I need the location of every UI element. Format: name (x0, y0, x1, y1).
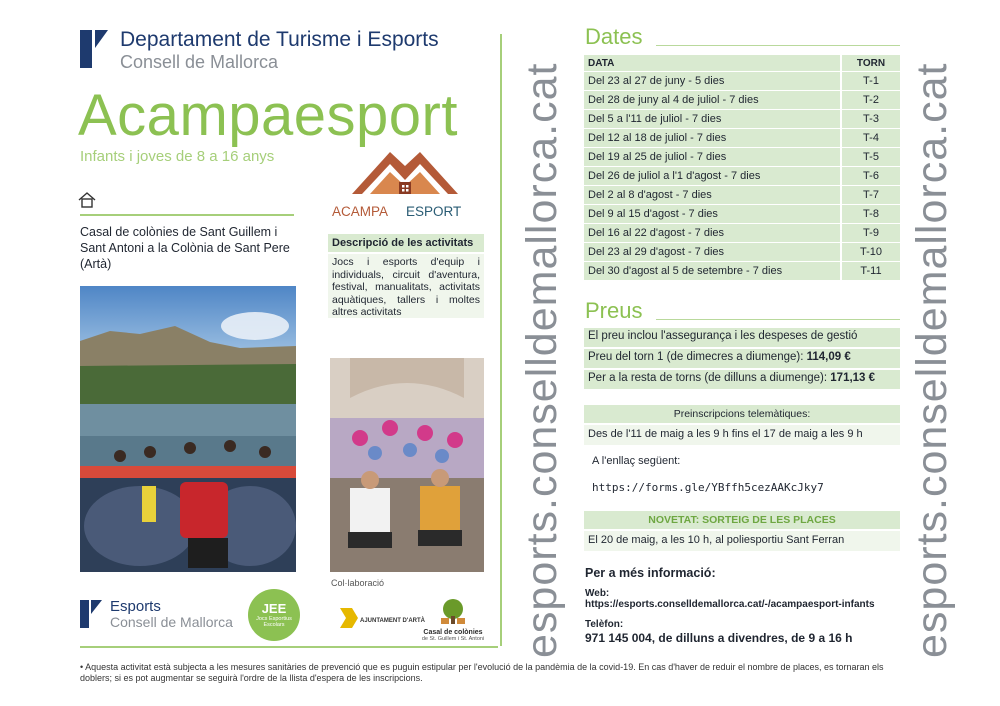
web-link[interactable]: https://esports.conselldemallorca.cat/-/acampaesport-infants (585, 599, 875, 610)
column-divider (500, 34, 502, 646)
esports-name: Esports (110, 598, 161, 615)
dates-header-row (584, 55, 900, 71)
council-name: Consell de Mallorca (120, 52, 279, 72)
casal-logo-label: Casal de colònies (423, 629, 483, 636)
preinscriptions-title: Preinscripcions telemàtiques: (584, 405, 900, 423)
dates-row (584, 91, 900, 109)
dates-cell-data: Del 23 al 27 de juny - 5 dies (584, 72, 840, 90)
dates-cell-torn: T-8 (840, 205, 900, 223)
department-name: Departament de Turisme i Esports (120, 28, 439, 51)
dates-cell-torn: T-2 (840, 91, 900, 109)
jee-logo-caption: Jocs Esportius Escolars (256, 616, 292, 628)
col-header-torn: TORN (840, 55, 900, 71)
prices-heading: Preus (585, 298, 643, 323)
preinscriptions-period: Des de l'11 de maig a les 9 h fins el 17 de maig a les 9 h (584, 425, 900, 445)
price-torn1-value: 114,09 € (806, 351, 851, 363)
dates-cell-data: Del 30 d'agost al 5 de setembre - 7 dies (584, 262, 840, 280)
price-rest (584, 370, 900, 389)
esports-council: Consell de Mallorca (110, 614, 233, 630)
novetat-title: NOVETAT: SORTEIG DE LES PLACES (584, 511, 900, 529)
page-title: Acampaesport (78, 83, 458, 148)
dates-cell-data: Del 26 de juliol a l'1 d'agost - 7 dies (584, 167, 840, 185)
price-rest-value: 171,13 € (830, 372, 876, 384)
dates-row (584, 167, 900, 185)
kayak-photo (80, 286, 296, 572)
tree-icon (433, 598, 473, 624)
dates-row (584, 262, 900, 280)
arta-council-logo (338, 604, 425, 632)
dates-heading: Dates (585, 24, 643, 49)
kids-photo (330, 358, 484, 572)
phone-label: Telèfon: (585, 619, 624, 630)
dates-heading-rule (656, 45, 900, 46)
casal-logo (420, 598, 486, 644)
collaboration-label: Col·laboració (331, 578, 385, 588)
activities-description: Jocs i esports d'equip i individuals, circuit d'aventura, festival, manualitats, activitats aquàtiques, tallers i moltes altres activitats (328, 254, 484, 318)
acampa-logo-left: ACAMPA (332, 204, 389, 219)
vertical-url-left: esports.conselldemallorca.cat (518, 62, 566, 658)
dates-cell-torn: T-1 (840, 72, 900, 90)
dates-cell-data: Del 28 de juny al 4 de juliol - 7 dies (584, 91, 840, 109)
col-header-data: DATA (584, 55, 840, 71)
price-torn1 (584, 349, 900, 368)
dates-table (584, 54, 900, 281)
dates-row (584, 186, 900, 204)
jee-logo-text: JEE (261, 601, 287, 616)
dates-cell-torn: T-10 (840, 243, 900, 261)
home-icon (78, 192, 96, 208)
dates-cell-data: Del 2 al 8 d'agost - 7 dies (584, 186, 840, 204)
dates-row (584, 243, 900, 261)
dates-row (584, 110, 900, 128)
dates-cell-data: Del 23 al 29 d'agost - 7 dies (584, 243, 840, 261)
web-label: Web: (585, 588, 610, 599)
more-info-heading: Per a més informació: (585, 566, 716, 580)
prices-heading-rule (656, 319, 900, 320)
dates-cell-torn: T-7 (840, 186, 900, 204)
venue-divider (80, 214, 294, 216)
dates-cell-torn: T-3 (840, 110, 900, 128)
dates-cell-torn: T-9 (840, 224, 900, 242)
activities-title: Descripció de les activitats (328, 234, 484, 252)
arta-logo-text: AJUNTAMENT D'ARTÀ (360, 618, 425, 624)
casal-logo-sub: de St. Guillem i St. Antoni (421, 636, 485, 642)
jee-logo (248, 589, 300, 641)
dates-cell-torn: T-5 (840, 148, 900, 166)
dates-row (584, 148, 900, 166)
dates-cell-torn: T-6 (840, 167, 900, 185)
acampa-logo-right: ESPORT (406, 204, 462, 219)
dates-cell-data: Del 5 a l'11 de juliol - 7 dies (584, 110, 840, 128)
bottom-divider (80, 646, 498, 648)
page-subtitle: Infants i joves de 8 a 16 anys (80, 148, 275, 165)
dates-cell-data: Del 19 al 25 de juliol - 7 dies (584, 148, 840, 166)
footnote: • Aquesta activitat està subjecta a les mesures sanitàries de prevenció que es puguin estipular per l'evolució de la pandèmia de la covid-19. En cas d'haver de reduir el nombre de places, es tornaran els doblers; si es pot augmentar se seguirà l'ordre de la llista d'espera de les inscripcions. (80, 662, 884, 683)
dates-cell-data: Del 16 al 22 d'agost - 7 dies (584, 224, 840, 242)
dates-cell-torn: T-11 (840, 262, 900, 280)
dates-cell-data: Del 9 al 15 d'agost - 7 dies (584, 205, 840, 223)
acampaesport-logo (330, 144, 480, 222)
price-torn1-label: Preu del torn 1 (de dimecres a diumenge): (588, 351, 804, 363)
price-rest-label: Per a la resta de torns (de dilluns a diumenge): (588, 372, 828, 384)
phone-value: 971 145 004, de dilluns a divendres, de 9 a 16 h (585, 631, 853, 645)
dates-row (584, 224, 900, 242)
esports-logo-icon (80, 600, 102, 628)
dates-row (584, 129, 900, 147)
dates-row (584, 72, 900, 90)
dates-row (584, 205, 900, 223)
dates-cell-data: Del 12 al 18 de juliol - 7 dies (584, 129, 840, 147)
venue-text: Casal de colònies de Sant Guillem i Sant Antoni a la Colònia de Sant Pere (Artà) (80, 225, 290, 271)
dates-cell-torn: T-4 (840, 129, 900, 147)
novetat-body: El 20 de maig, a les 10 h, al poliesportiu Sant Ferran (584, 531, 900, 551)
price-note: El preu inclou l'assegurança i les despeses de gestió (584, 328, 900, 347)
consell-logo-icon (80, 30, 108, 68)
vertical-url-right: esports.conselldemallorca.cat (908, 62, 956, 658)
form-link[interactable]: https://forms.gle/YBffh5cezAAKcJky7 (592, 481, 824, 494)
link-label: A l'enllaç següent: (592, 455, 681, 467)
